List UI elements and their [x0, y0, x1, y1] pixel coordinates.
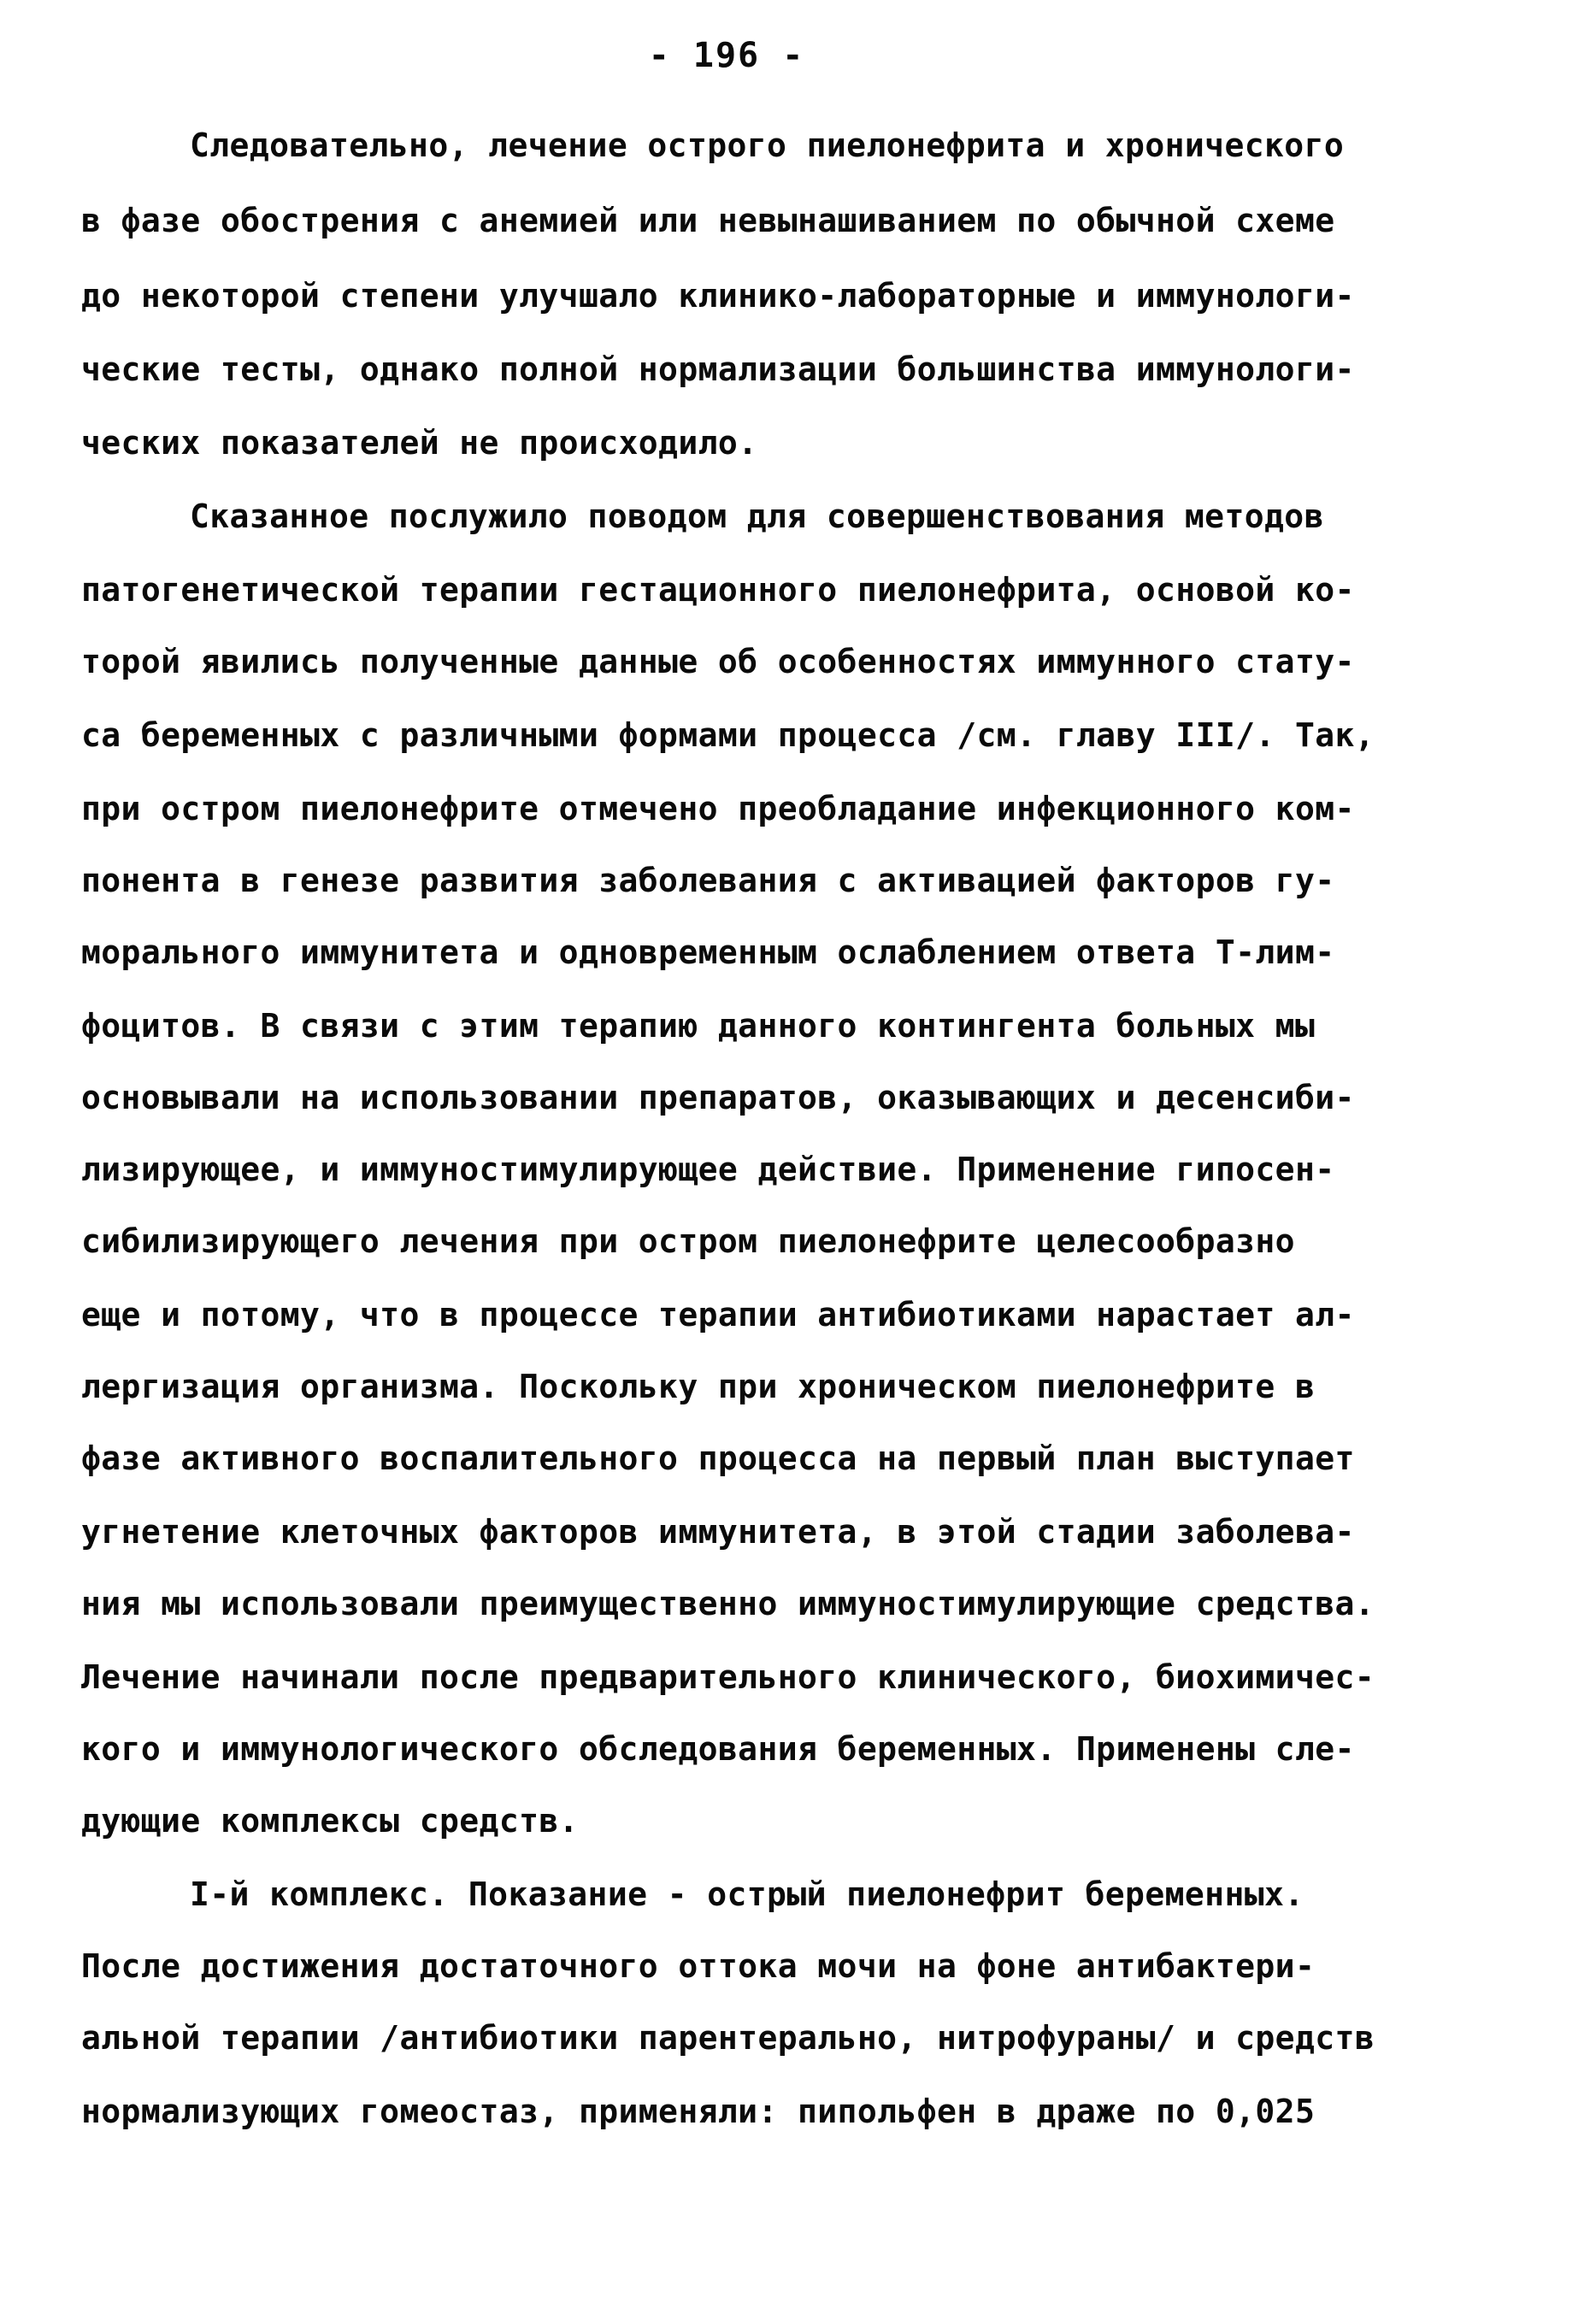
text-line: ния мы использовали преимущественно иммуностимулирующие средства. [81, 1585, 1375, 1622]
text-line: I-й комплекс. Показание - острый пиелонефрит беременных. [190, 1875, 1304, 1913]
text-line: основывали на использовании препаратов, оказывающих и десенсиби- [81, 1079, 1355, 1116]
text-line: морального иммунитета и одновременным ослаблением ответа Т-лим- [81, 933, 1335, 971]
text-line: После достижения достаточного оттока мочи на фоне антибактери- [81, 1947, 1316, 1985]
text-line: в фазе обострения с анемией или невынашиванием по обычной схеме [81, 202, 1335, 239]
text-line: лергизация организма. Поскольку при хроническом пиелонефрите в [81, 1368, 1316, 1405]
text-line: при остром пиелонефрите отмечено преобладание инфекционного ком- [81, 790, 1355, 827]
text-line: лизирующее, и иммуностимулирующее действие. Применение гипосен- [81, 1151, 1335, 1188]
text-line: патогенетической терапии гестационного пиелонефрита, основой ко- [81, 571, 1355, 609]
text-line: кого и иммунологического обследования беременных. Применены сле- [81, 1730, 1355, 1768]
text-line: торой явились полученные данные об особенностях иммунного стату- [81, 643, 1355, 680]
text-line: Сказанное послужило поводом для совершенствования методов [190, 498, 1324, 535]
text-line: Лечение начинали после предварительного клинического, биохимичес- [81, 1658, 1375, 1696]
text-line: ческих показателей не происходило. [81, 424, 758, 462]
text-line: дующие комплексы средств. [81, 1802, 579, 1840]
text-line: еще и потому, что в процессе терапии антибиотиками нарастает ал- [81, 1296, 1355, 1334]
page-number: - 196 - [648, 36, 805, 75]
text-line: сибилизирующего лечения при остром пиелонефрите целесообразно [81, 1222, 1295, 1260]
text-line: фоцитов. В связи с этим терапию данного контингента больных мы [81, 1007, 1316, 1045]
text-line: са беременных с различными формами процесса /см. главу III/. Так, [81, 716, 1375, 754]
text-line: угнетение клеточных факторов иммунитета, в этой стадии заболева- [81, 1513, 1355, 1551]
text-line: фазе активного воспалительного процесса на первый план выступает [81, 1440, 1355, 1477]
text-line: ческие тесты, однако полной нормализации большинства иммунологи- [81, 350, 1355, 388]
text-line: нормализующих гомеостаз, применяли: пипольфен в драже по 0,025 [81, 2093, 1316, 2130]
text-line: альной терапии /антибиотики парентерально, нитрофураны/ и средств [81, 2019, 1375, 2057]
text-line: до некоторой степени улучшало клинико-лабораторные и иммунологи- [81, 277, 1355, 315]
text-line: Следовательно, лечение острого пиелонефрита и хронического [190, 127, 1345, 164]
text-line: понента в генезе развития заболевания с активацией факторов гу- [81, 862, 1335, 899]
